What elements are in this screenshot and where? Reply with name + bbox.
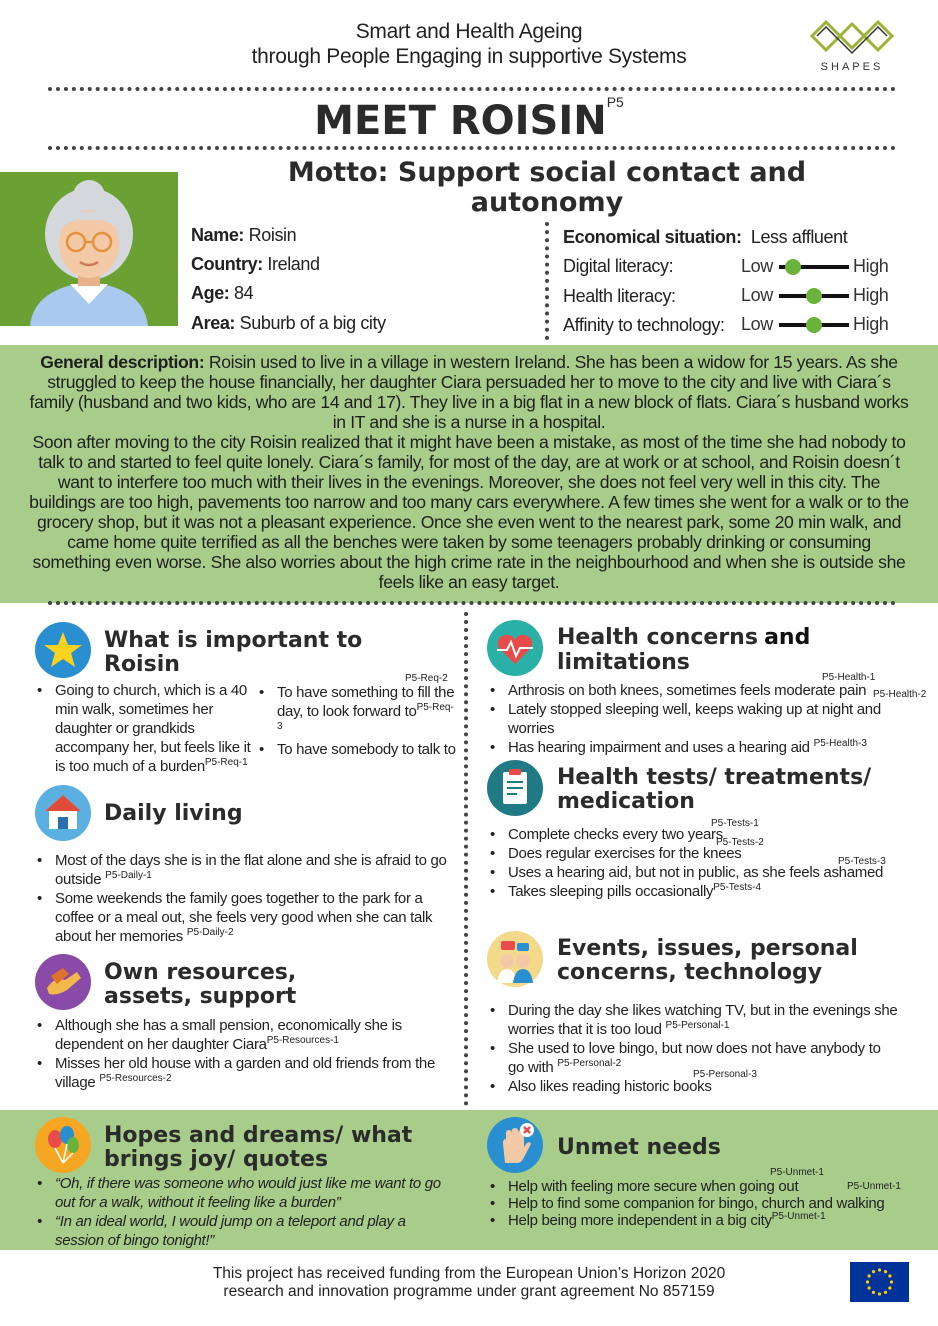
health-list (488, 681, 928, 757)
general-description-p2: Soon after moving to the city Roisin realized that it might have been a mistake, as most of the time she had nobody to talk to and started to feel quite lonely. Ciara´s family, for most of the day, are at work or at school, and Roisin doesn´t want to interfere too much with their lives in the evenings. Moreover, she does not feel very well in this city. The buildings are too high, pavements too narrow and too many cars everywhere. A few times she went for a walk or to the grocery shop, but it was not a pleasant experience. Once she even went to the nearest park, some 20 min walk, and came home quite terrified as all the benches were taken by some teenagers probably drinking or consuming something even worse. She also worries about the high crime rate in the neighbourhood and when she is outside she feels like an easy target. (29, 432, 909, 592)
high-label: High (853, 285, 889, 305)
list-item: • To have somebody to talk to (257, 740, 457, 759)
list-item: • To have something to fill the day, to look forward $to^{P5-Req-3}$ (257, 683, 457, 740)
tests-title: Health tests/ treatments/ medication (557, 765, 872, 814)
eu-flag-icon (850, 1262, 909, 1302)
events-title: Events, issues, personal concerns, technology (557, 936, 858, 985)
footer-funding (0, 1265, 938, 1301)
shapes-logo-icon (806, 16, 898, 56)
general-description (28, 352, 910, 592)
low-label: Low (741, 285, 773, 305)
tag: P5-Tests-1 (711, 818, 759, 829)
list-item: • During the day she likes watching TV, but in the evenings she worries that it is too loud $^{P5-Personal-1}$ (488, 1001, 898, 1039)
hopes-list (35, 1174, 455, 1250)
important-list-1 (35, 681, 260, 776)
list-item: • Complete checks every two years (488, 825, 928, 844)
hopes-title: Hopes and dreams/ what brings joy/ quotes (104, 1123, 413, 1172)
tag: P5-Tests-3 (838, 856, 886, 867)
trait-digital-literacy-label: Digital literacy: (563, 256, 674, 276)
unmet-list (488, 1178, 908, 1229)
eu-star (872, 1291, 875, 1294)
profile-name: Name: Roisin (191, 225, 297, 245)
important-list-2 (257, 683, 457, 759)
health-literacy-knob (806, 288, 822, 304)
page-title (0, 94, 938, 144)
stop-hand-icon (487, 1117, 543, 1173)
list-item: • “In an ideal world, I would jump on a teleport and play a session of bingo tonight!” (35, 1212, 455, 1250)
helping-hand-icon (35, 954, 91, 1010)
tests-list (488, 825, 928, 901)
elderly-woman-icon (0, 172, 178, 326)
eu-star (866, 1280, 869, 1283)
list-item: • Uses a hearing aid, but not in public, as she feels ashamed (488, 863, 928, 882)
heartbeat-icon (487, 620, 543, 676)
header-line-2: through People Engaging in supportive Systems (251, 45, 687, 68)
list-item: • Has hearing impairment and uses a hearing aid $^{P5-Health-3}$ (488, 738, 928, 757)
shapes-logo (806, 16, 898, 72)
unmet-title: Unmet needs (557, 1135, 721, 1160)
title-sup: P5 (606, 94, 624, 110)
low-label: Low (741, 256, 773, 276)
trait-health-literacy-label: Health literacy: (563, 286, 676, 306)
technology-affinity-knob (806, 317, 822, 333)
technology-affinity-scale (779, 323, 849, 327)
trait-technology-affinity-label: Affinity to technology: (563, 315, 725, 335)
list-item: • Help to find some companion for bingo, church and walking (488, 1195, 908, 1212)
list-item: • Also likes reading historic books (488, 1077, 898, 1096)
resources-list (35, 1016, 450, 1092)
list-item: • Misses her old house with a garden and old friends from the village $^{P5-Resources-2}$ (35, 1054, 450, 1092)
eu-star (868, 1274, 871, 1277)
clipboard-icon (487, 760, 543, 816)
daily-title: Daily living (104, 801, 243, 826)
tag: P5-Health-2 (873, 689, 927, 700)
title-text: MEET ROISIN (314, 98, 607, 144)
eu-star (878, 1292, 881, 1295)
eu-star (884, 1291, 887, 1294)
list-item: • Most of the days she is in the flat alone and she is afraid to go outside $^{P5-Daily-1}$ (35, 851, 450, 889)
eu-star (878, 1268, 881, 1271)
profile-age: Age: 84 (191, 283, 254, 303)
resources-title: Own resources, assets, support (104, 960, 297, 1009)
divider (48, 87, 896, 91)
logo-text: SHAPES (820, 61, 884, 73)
health-title: Health concerns and limitations (557, 625, 811, 675)
divider (48, 601, 896, 605)
important-title: What is important to Roisin (104, 628, 363, 677)
profile-divider (545, 222, 549, 340)
list-item: • “Oh, if there was someone who would just like me want to go out for a walk, without it feeling like a burden” (35, 1174, 455, 1212)
list-item: • Arthrosis on both knees, sometimes feels moderate pain (488, 681, 928, 700)
header-line-1: Smart and Health Ageing (355, 20, 583, 43)
list-item: • Help with feeling more secure when going out (488, 1178, 908, 1195)
list-item: • Some weekends the family goes together to the park for a coffee or a meal out, she feels very good when she can talk about her memories $^{P5-Daily-2}$ (35, 889, 450, 946)
eu-star (884, 1270, 887, 1273)
profile-country: Country: Ireland (191, 254, 320, 274)
star-icon (35, 622, 91, 678)
footer-line-1: This project has received funding from the European Union’s Horizon 2020 (212, 1265, 726, 1282)
tag: P5-Tests-2 (716, 837, 764, 848)
high-label: High (853, 314, 889, 334)
eu-star (890, 1280, 893, 1283)
list-item: • Does regular exercises for the knees (488, 844, 928, 863)
list-item: • Takes sleeping pills occasionally$^{P5-Tests-4}$ (488, 882, 928, 901)
tag: P5-Health-1 (822, 672, 876, 683)
daily-list (35, 851, 450, 946)
eu-star (872, 1270, 875, 1273)
list-item: • Help being more independent in a big city$^{P5-Unmet-1}$ (488, 1212, 908, 1229)
avatar (0, 172, 178, 326)
balloons-icon (35, 1117, 91, 1173)
eu-star (868, 1286, 871, 1289)
tag: P5-Unmet-1 (770, 1167, 824, 1178)
digital-literacy-knob (785, 259, 801, 275)
tag: P5-Unmet-1 (847, 1181, 901, 1192)
list-item: • She used to love bingo, but now does not have anybody to go with $^{P5-Personal-2}$ (488, 1039, 898, 1077)
low-label: Low (741, 314, 773, 334)
list-item: • Going to church, which is a 40 min walk, sometimes her daughter or grandkids accompany her, but feels like it is too much of a burden$^{P5-Req-1}$ (35, 681, 260, 776)
tag: P5-Req-2 (405, 673, 448, 684)
economic-situation: Economical situation: Less affluent (563, 227, 848, 247)
motto: Motto: Support social contact and autonomy (287, 157, 807, 218)
general-description-p1: General description: Roisin used to live in a village in western Ireland. She has been a widow for 15 years. As she struggled to keep the house financially, her daughter Ciara persuaded her to move to the city and live with Ciara´s family (husband and two kids, who are 14 and 17). They live in a big flat in a new block of flats. Ciara´s husband works in IT and she is a nurse in a hospital. (29, 352, 909, 432)
list-item: • Lately stopped sleeping well, keeps waking up at night and worries (488, 700, 928, 738)
eu-star (888, 1286, 891, 1289)
doctors-chat-icon (487, 931, 543, 987)
divider (48, 146, 896, 150)
digital-literacy-scale (779, 265, 849, 269)
health-literacy-scale (779, 294, 849, 298)
events-list (488, 1001, 898, 1096)
profile-area: Area: Suburb of a big city (191, 313, 386, 333)
column-divider (464, 612, 468, 1106)
footer-line-2: research and innovation programme under grant agreement No 857159 (223, 1283, 715, 1300)
eu-star (888, 1274, 891, 1277)
house-icon (35, 785, 91, 841)
tag: P5-Personal-3 (693, 1069, 757, 1080)
high-label: High (853, 256, 889, 276)
list-item: • Although she has a small pension, economically she is dependent on her daughter Ciara$^{P5-Resources-1}$ (35, 1016, 450, 1054)
